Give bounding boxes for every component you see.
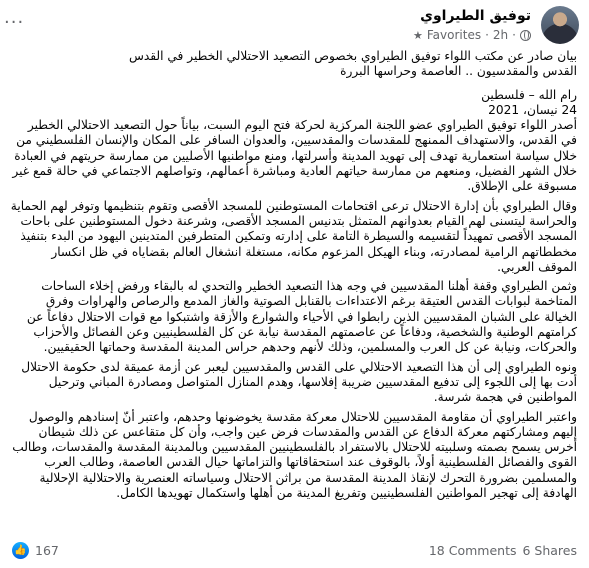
author-name[interactable]: توفيق الطيراوي (420, 8, 531, 24)
paragraph-3: وثمن الطيراوي وقفة أهلنا المقدسيين في وجه هذا التصعيد الخطير والتحدي له بالبقاء ورفض إخلاء الساحات المتاخمة لبوابات القدس العتيقة برغم الاعتداءات بالقنابل الصوتية والغاز المدمع والرصاص والهراوات وفرق الخيالة على الشبان المقدسيين الذين رابطوا في الأحياء والشوارع والأزقة واشتبكوا مع قوات الاحتلال دفاعاً عن كرامتهم الوطنية والشخصية، ودفاعاً عن عاصمتهم المقدسة نيابة عن كل الفلسطينيين وعن الفصائل والأحزاب والحركات، ونيابة عن كل العرب والمسلمين، وذلك لأنهم وحدهم حراس المدينة المقدسة وحماتها الحقيقيين. (26, 279, 577, 355)
more-options-icon[interactable]: ··· (4, 12, 25, 33)
post-subtitle: القدس والمقدسيون .. العاصمة وحراسها البررة (340, 64, 577, 79)
paragraph-2: وقال الطيراوي بأن إدارة الاحتلال ترعى اقتحامات المستوطنين للمسجد الأقصى وتقوم بتنظيمها وتوفر لهم الحماية والحراسة ليتسنى لهم القيام بعدوانهم المتمثل بتدنيس المسجد الأقصى، وشرعنة دخول المستوطنين على باحات المسجد الأقصى تمهيداً لتقسيمه والسيطرة التامة على إدارته وتمكين المتطرفين المتدينين اليهود من البدء بتنفيذ مخططاتهم الرامية لمصادرته، وبناء الهيكل المزعوم مكانه، مستغلة انشغال العالم بقضاياه في ظل انكسار الموقف العربي. (10, 198, 577, 274)
reactions[interactable] (12, 542, 59, 559)
reactions-count[interactable]: 167 (35, 543, 59, 558)
star-icon: ★ (413, 28, 423, 42)
post-stats (429, 543, 577, 558)
meta-separator: · (485, 28, 489, 42)
like-icon: 👍 (12, 542, 29, 559)
post-location: رام الله – فلسطين (481, 87, 577, 102)
meta-separator-2: · (512, 28, 516, 42)
post-title: بيان صادر عن مكتب اللواء توفيق الطيراوي بخصوص التصعيد الاحتلالي الخطير في القدس (128, 49, 577, 63)
favorites-label[interactable]: Favorites (426, 28, 482, 42)
paragraph-4: ونوه الطيراوي إلى أن هذا التصعيد الاحتلالي على القدس والمقدسيين ليعبر عن أزمة عميقة لدى حكومة الاحتلال أدت بها إلى اللجوء إلى تدفيع المقدسيين ضريبة إفلاسها، وهدم المنازل المتواصل ومصادرة المباني وترحيل المواطنين في هجمة شرسة. (21, 359, 577, 405)
shares-count[interactable]: 6 Shares (522, 543, 577, 558)
paragraph-1: أصدر اللواء توفيق الطيراوي عضو اللجنة المركزية لحركة فتح اليوم السبت، بياناً حول التصعيد الاحتلالي الخطير في القدس، والاستهداف الممنهج للمقدسات والمقدسيين، والعدوان السافر على المكان والإنسان الفلسطيني من خلال سياسة استعمارية تهدف إلى تهويد المدينة وأسرلتها، ومنع مواطنيها الأصليين من ممارسة حريتهم في العبادة خلال الشهر الفضيل، ومنعهم من ممارسة حياتهم العادية ومباشرة أعمالهم، وتواصلهم الاجتماعي في حالة قمع غير مسبوقة على الإطلاق. (12, 118, 577, 194)
paragraph-5: واعتبر الطيراوي أن مقاومة المقدسيين للاحتلال معركة مقدسة يخوضونها وحدهم، واعتبر أنّ إسنادهم والوصول إليهم ومشاركتهم معركة الدفاع عن القدس والمقدسات فرض عين واجب، وأن كل متقاعس عن ذلك شيطان أخرس يسمح بصمته وسلبيته للاحتلال بالاستفراد بالفلسطينيين المقدسيين وبالمدينة المقدسة والمقدسات، وطالب القوى والفصائل الفلسطينية أولاً، بالوقوف عند استحقاقاتها والتزاماتها حيال القدس العاصمة، وطالب العرب والمسلمين بضرورة التحرك لإنقاذ المدينة المقدسة من براثن الاحتلال وسياساته العنصرية والاحتلالية الإحلالية الهادفة إلى تهجير المواطنين الفلسطينيين وتفريغ المدينة من أهلها واستكمال تهويدها الكامل. (12, 409, 577, 501)
post-body (10, 49, 577, 505)
post-date: 24 نيسان، 2021 (488, 102, 577, 117)
globe-icon (520, 30, 531, 41)
avatar[interactable] (541, 6, 579, 44)
post-meta (413, 28, 531, 42)
comments-count[interactable]: 18 Comments (428, 543, 517, 558)
post-header (4, 6, 579, 46)
post-time[interactable]: 2h (492, 28, 509, 42)
post-footer (0, 540, 589, 562)
